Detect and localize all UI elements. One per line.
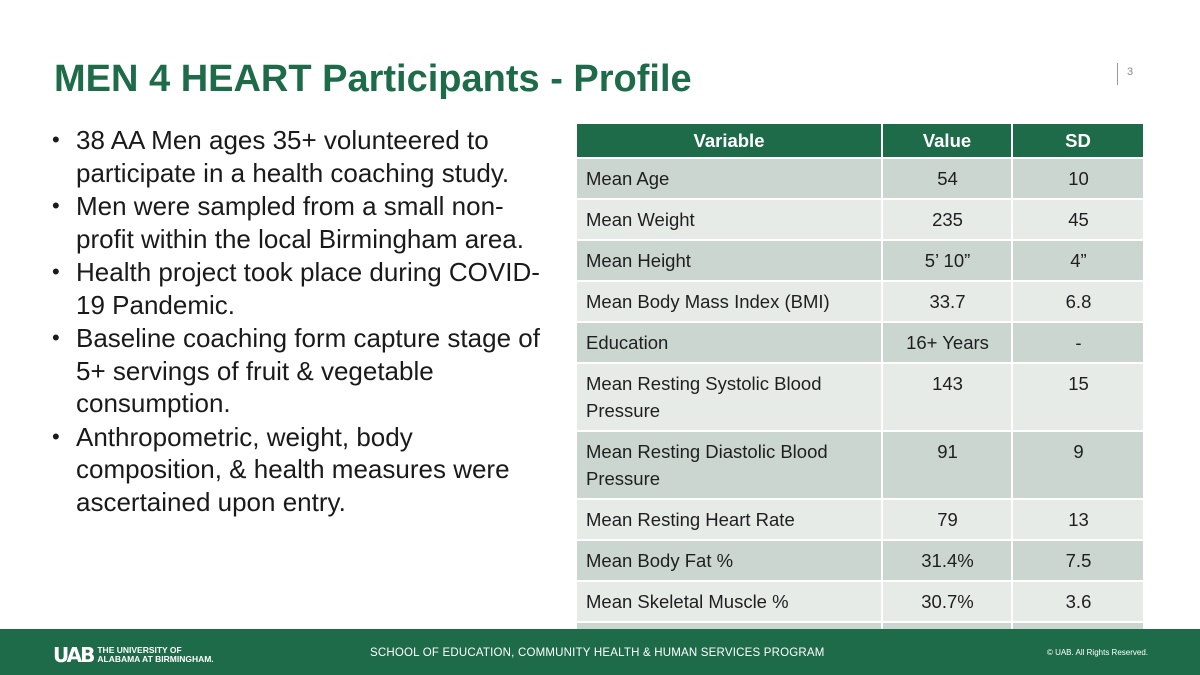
school-name: SCHOOL OF EDUCATION, COMMUNITY HEALTH & HUMAN SERVICES PROGRAM [370, 647, 825, 659]
variable-cell: Mean Resting Heart Rate [577, 499, 882, 540]
variable-cell: Mean Body Mass Index (BMI) [577, 281, 882, 322]
variable-cell: Education [577, 322, 882, 363]
variable-cell: Mean Resting Systolic Blood Pressure [577, 363, 882, 431]
sd-cell: 10 [1012, 158, 1143, 199]
slide-title: MEN 4 HEART Participants - Profile [54, 58, 692, 100]
page-number-divider [1117, 63, 1118, 85]
value-cell: 31.4% [882, 540, 1012, 581]
bullet-item: • Men were sampled from a small non-profit within the local Birmingham area. [52, 191, 524, 254]
sd-cell: 6.8 [1012, 281, 1143, 322]
table-row [577, 581, 1143, 622]
table-row [577, 240, 1143, 281]
bullet-dot-icon: • [52, 325, 60, 350]
sd-cell: - [1012, 322, 1143, 363]
column-header-value: Value [882, 124, 1012, 158]
table-header-row [577, 124, 1143, 158]
copyright-notice: © UAB. All Rights Reserved. [1046, 648, 1148, 657]
variable-cell: Mean Skeletal Muscle % [577, 581, 882, 622]
value-cell: 30.7% [882, 581, 1012, 622]
bullet-dot-icon: • [52, 193, 60, 218]
value-cell: 143 [882, 363, 1012, 431]
value-cell: 91 [882, 431, 1012, 499]
sd-cell: 7.5 [1012, 540, 1143, 581]
bullet-item: • 38 AA Men ages 35+ volunteered to participate in a health coaching study. [52, 125, 510, 188]
table-row [577, 281, 1143, 322]
bullet-dot-icon: • [52, 127, 60, 152]
table-row [577, 499, 1143, 540]
table-row [577, 158, 1143, 199]
table-row [577, 431, 1143, 499]
variable-cell: Mean Weight [577, 199, 882, 240]
footer-bar [0, 629, 1200, 675]
sd-cell: 9 [1012, 431, 1143, 499]
page-number: 3 [1127, 66, 1134, 78]
table-row [577, 199, 1143, 240]
variable-cell: Mean Age [577, 158, 882, 199]
value-cell: 33.7 [882, 281, 1012, 322]
sd-cell: 45 [1012, 199, 1143, 240]
table-row [577, 540, 1143, 581]
variable-cell: Mean Height [577, 240, 882, 281]
variable-cell: Mean Body Fat % [577, 540, 882, 581]
table-row [577, 322, 1143, 363]
bullet-item: • Health project took place during COVID-19 Pandemic. [52, 257, 540, 320]
variable-cell: Mean Resting Diastolic Blood Pressure [577, 431, 882, 499]
bullet-item: • Anthropometric, weight, body composition, & health measures were ascertained upon entry. [52, 421, 510, 517]
value-cell: 235 [882, 199, 1012, 240]
uab-logo-mark: UAB [53, 643, 94, 667]
sd-cell: 4” [1012, 240, 1143, 281]
sd-cell: 3.6 [1012, 581, 1143, 622]
participant-profile-table [577, 124, 1143, 662]
sd-cell: 13 [1012, 499, 1143, 540]
bullet-dot-icon: • [52, 423, 60, 449]
bullet-dot-icon: • [52, 259, 60, 284]
uab-logo [53, 643, 214, 667]
uab-logo-text: THE UNIVERSITY OF ALABAMA AT BIRMINGHAM. [97, 645, 214, 664]
column-header-variable: Variable [577, 124, 882, 158]
bullet-list [52, 124, 542, 519]
value-cell: 16+ Years [882, 322, 1012, 363]
table-row [577, 363, 1143, 431]
sd-cell: 15 [1012, 363, 1143, 431]
column-header-sd: SD [1012, 124, 1143, 158]
value-cell: 5’ 10” [882, 240, 1012, 281]
bullet-item: • Baseline coaching form capture stage of 5+ servings of fruit & vegetable consumption. [52, 323, 540, 418]
value-cell: 79 [882, 499, 1012, 540]
value-cell: 54 [882, 158, 1012, 199]
